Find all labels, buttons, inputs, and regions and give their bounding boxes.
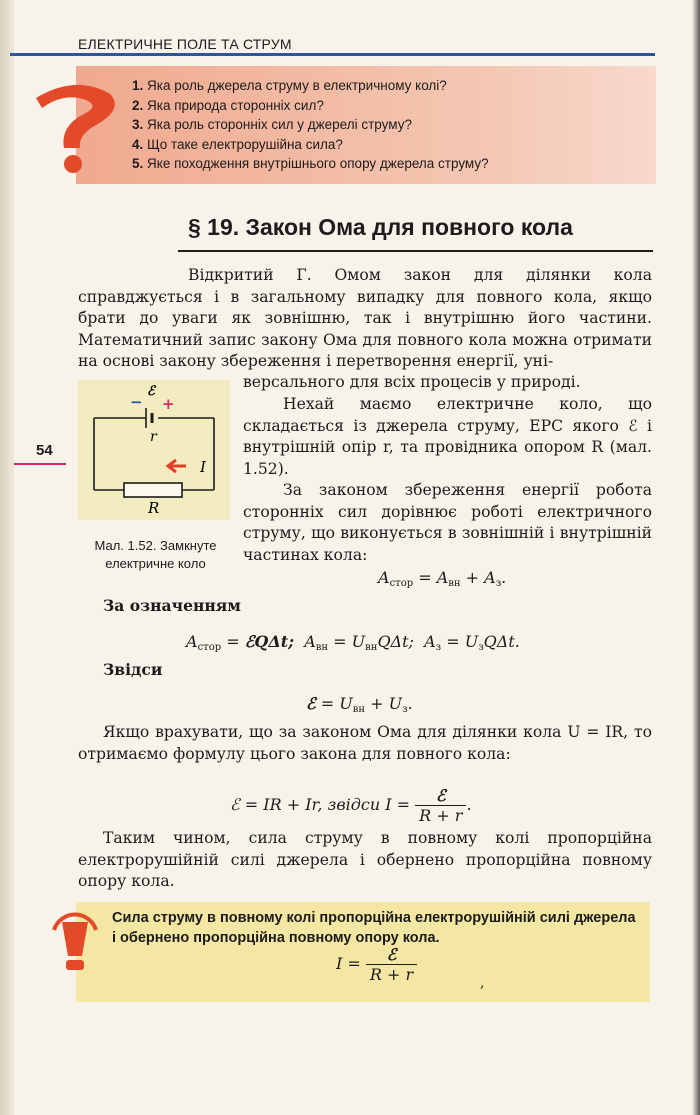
section-title: § 19. Закон Ома для повного кола <box>188 214 573 240</box>
paragraph-conclusion: Таким чином, сила струму в повному колі пропорційна електрорушійній силі джерела і обернено пропорційна повному опору кола. <box>78 829 652 890</box>
question-mark-icon <box>28 78 124 178</box>
label-hence: Звідси <box>103 660 163 679</box>
figure-label-r: r <box>150 429 157 445</box>
running-header: ЕЛЕКТРИЧНЕ ПОЛЕ ТА СТРУМ <box>78 36 292 52</box>
paragraph-circuit: Нехай маємо електричне коло, що складається із джерела струму, ЕРС якого ℰ і внутрішній опір r, та провідника опором R (мал. 1.52). <box>243 395 652 478</box>
label-by-definition: За означенням <box>103 596 241 615</box>
rule-comma: , <box>480 975 485 991</box>
page-number: 54 <box>36 442 53 459</box>
question-item: 3. Яка роль сторонніх сил у джерелі струму? <box>132 117 412 132</box>
alarm-icon <box>48 904 102 974</box>
paragraph-ohm-derivation: Якщо врахувати, що за законом Ома для ділянки кола U = IR, то отримаємо формулу цього закона для повного кола: <box>78 723 652 763</box>
paragraph-energy: За законом збереження енергії робота сторонніх сил дорівнює роботі електричного струму, що виконується в зовнішній і внутрішній частинах кола: <box>243 481 652 564</box>
page-binding-edge <box>0 0 14 1115</box>
paragraph-intro-end: версального для всіх процесів у природі. <box>243 373 581 391</box>
figure-label-emf: ℰ <box>147 384 155 399</box>
paragraph-intro: Відкритий Г. Омом закон для ділянки кола справджується і в загальному випадку для повного кола, якщо брати до уваги як зовнішню, так і внутрішню його частини. Математичний запис закону Ома для повного кола можна отримати на основі закону збереження і перетворення енергії, уні- <box>78 266 652 370</box>
title-rule <box>178 250 653 252</box>
formula-work-balance: $A_{стор} = A_{вн} + A_з$. <box>378 568 507 589</box>
rule-formula: I = $\frac{\text{ℰ}}{R + r}$ <box>336 945 417 984</box>
question-item: 4. Що таке електрорушійна сила? <box>132 136 343 152</box>
figure-label-plus: + <box>162 395 175 413</box>
page-number-marker <box>14 463 66 465</box>
formula-ohm-full-circuit: ℰ = IR + Ir, звідси I = $\frac{\text{ℰ}}{R + r}$ . <box>230 786 472 825</box>
resistor-symbol <box>124 483 182 497</box>
rule-statement: Сила струму в повному колі пропорційна електрорушійній силі джерела і обернено пропорційна повному опору кола. <box>112 910 636 946</box>
question-item: 2. Яка природа сторонніх сил? <box>132 97 324 113</box>
page-edge <box>692 0 700 1115</box>
review-questions <box>132 76 489 174</box>
question-item: 1. Яка роль джерела струму в електричному колі? <box>132 78 447 93</box>
figure-caption: Мал. 1.52. Замкнуте електричне коло <box>94 538 217 571</box>
circuit-diagram <box>78 380 230 520</box>
question-item: 5. Яке походження внутрішнього опору джерела струму? <box>132 156 489 171</box>
figure-label-resistance: R <box>148 499 160 517</box>
figure-label-current: I <box>200 458 206 476</box>
figure-label-minus: − <box>130 393 143 411</box>
header-rule <box>10 53 655 56</box>
formula-definitions: $A_{стор}$ = ℰQΔt; $A_{вн} = U_{вн}Q\Delta t$; $A_з = U_зQ\Delta t$. <box>186 632 520 653</box>
current-arrow-icon <box>168 460 186 472</box>
formula-emf-sum: ℰ = $U_{вн} + U_з$. <box>306 694 413 715</box>
